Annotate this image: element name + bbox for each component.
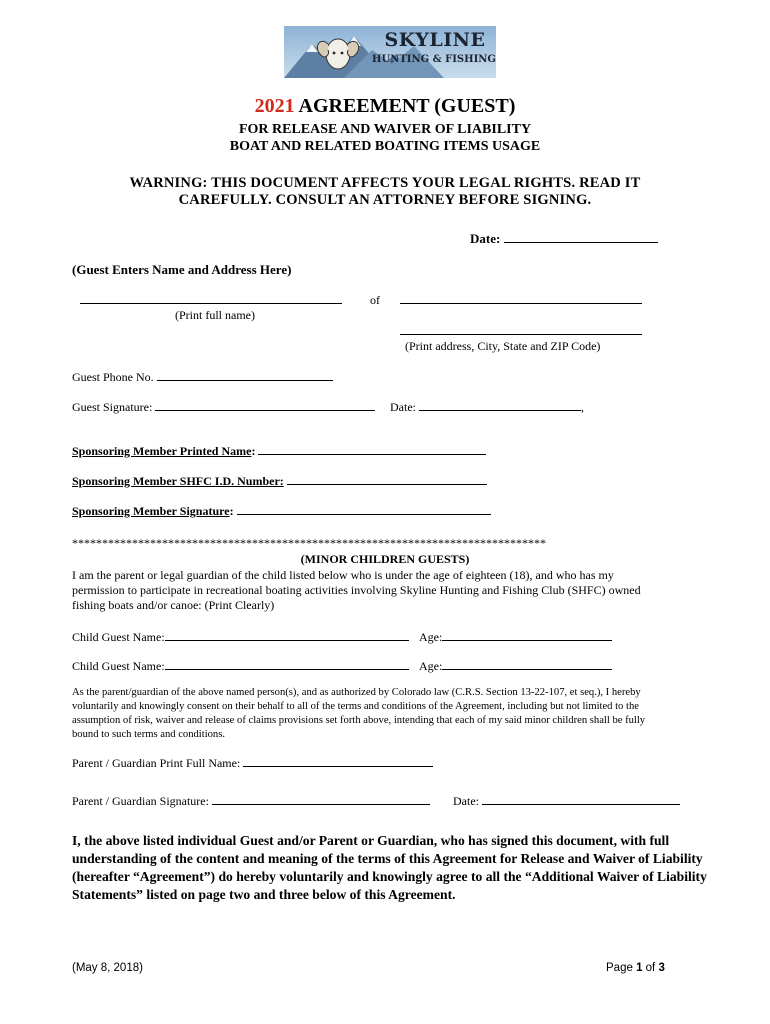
consent-line-4: bound to such terms and conditions. — [72, 729, 226, 740]
star-divider: ******************************************************************************* — [72, 536, 546, 550]
final-statement-line-1: I, the above listed individual Guest and/or Parent or Guardian, who has signed this document, with full — [72, 833, 670, 848]
child-guest-1-label: Child Guest Name: — [72, 630, 165, 644]
minor-header: (MINOR CHILDREN GUESTS) — [300, 552, 470, 566]
guest-signature-label: Guest Signature: — [72, 400, 153, 414]
subtitle-line-1: FOR RELEASE AND WAIVER OF LIABILITY — [238, 122, 532, 137]
parent-name-field — [72, 754, 433, 771]
consent-line-1: As the parent/guardian of the above named person(s), and as authorized by Colorado law (C.R.S. Section 13-22-107, et seq.), I hereby — [72, 687, 641, 698]
guest-date-line[interactable] — [419, 398, 581, 411]
guest-date-field — [390, 398, 584, 415]
final-statement-line-2: understanding of the content and meaning of the terms of this Agreement for Release and Waiver of Liability — [72, 851, 703, 866]
child-age-2-label: Age: — [419, 659, 443, 673]
child-guest-2-label: Child Guest Name: — [72, 659, 165, 673]
parent-date-line[interactable] — [482, 792, 680, 805]
parent-date-field — [453, 792, 680, 809]
sponsor-signature-line[interactable] — [237, 502, 491, 515]
guest-signature-line[interactable] — [155, 398, 375, 411]
parent-date-label: Date: — [453, 794, 479, 808]
guest-phone-label: Guest Phone No. — [72, 370, 154, 384]
title-year: 2021 — [254, 95, 295, 117]
child-guest-2-line[interactable] — [165, 657, 409, 670]
title-text: AGREEMENT (GUEST) — [294, 95, 516, 117]
sponsor-name-line[interactable] — [258, 442, 486, 455]
parent-signature-label: Parent / Guardian Signature: — [72, 794, 209, 808]
final-statement-line-4: Statements” listed on page two and three below of this Agreement. — [72, 887, 456, 902]
guest-header: (Guest Enters Name and Address Here) — [72, 262, 292, 277]
guest-date-label: Date: — [390, 400, 416, 414]
consent-line-3: assumption of risk, waiver and release of claims provisions set forth above, intending that each of my said minor children shall be fully — [72, 715, 646, 726]
sponsor-signature-field — [72, 502, 491, 519]
sponsor-id-field — [72, 472, 487, 489]
sponsor-signature-label: Sponsoring Member Signature — [72, 504, 230, 518]
guest-signature-field — [72, 398, 375, 415]
final-statement-line-3: (hereafter “Agreement”) do hereby voluntarily and knowingly agree to all the “Additional Waiver of Liability — [72, 869, 707, 884]
minor-text-line-1: I am the parent or legal guardian of the child listed below who is under the age of eighteen (18), and who has my — [72, 568, 614, 582]
date-input-line[interactable] — [504, 230, 658, 243]
skyline-logo — [284, 26, 496, 78]
parent-name-label: Parent / Guardian Print Full Name: — [72, 756, 241, 770]
child-guest-2-field — [72, 657, 409, 674]
guest-name-line[interactable] — [80, 293, 342, 304]
sponsor-name-colon: : — [251, 444, 256, 458]
print-name-label: (Print full name) — [175, 308, 255, 322]
logo-title: SKYLINE — [384, 29, 486, 51]
child-guest-1-field — [72, 628, 409, 645]
child-age-1-label: Age: — [419, 630, 443, 644]
footer-page-prefix: Page — [606, 962, 637, 974]
document-title — [0, 95, 770, 118]
warning-line-1: WARNING: THIS DOCUMENT AFFECTS YOUR LEGAL RIGHTS. READ IT — [129, 175, 641, 191]
of-label: of — [370, 293, 380, 307]
parent-signature-line[interactable] — [212, 792, 430, 805]
sponsor-signature-colon: : — [229, 504, 234, 518]
footer-page-of: of — [642, 962, 659, 974]
footer-date: (May 8, 2018) — [72, 962, 143, 974]
sponsor-name-label: Sponsoring Member Printed Name — [72, 444, 252, 458]
warning-line-2: CAREFULLY. CONSULT AN ATTORNEY BEFORE SIGNING. — [178, 192, 592, 208]
sponsor-id-label: Sponsoring Member SHFC I.D. Number: — [72, 474, 284, 488]
logo-subtitle: HUNTING & FISHING — [372, 54, 496, 65]
minor-text-line-3: fishing boats and/or canoe: (Print Clearly) — [72, 598, 275, 612]
guest-date-comma: , — [581, 400, 584, 414]
guest-phone-line[interactable] — [157, 368, 333, 381]
guest-address-line-1[interactable] — [400, 293, 642, 304]
parent-name-line[interactable] — [243, 754, 433, 767]
guest-phone-field — [72, 368, 333, 385]
print-address-label: (Print address, City, State and ZIP Code) — [405, 339, 601, 353]
footer-page-number — [606, 962, 665, 974]
sponsor-name-field — [72, 442, 486, 459]
child-age-1-line[interactable] — [442, 628, 612, 641]
guest-address-line-2[interactable] — [400, 324, 642, 335]
minor-text-line-2: permission to participate in recreational boating activities involving Skyline Hunting and Fishing Club (SHFC) owned — [72, 583, 641, 597]
child-age-1-field — [419, 628, 612, 645]
date-label: Date: — [470, 231, 501, 246]
child-guest-1-line[interactable] — [165, 628, 409, 641]
footer-page-current: 1 — [636, 962, 643, 974]
sponsor-id-line[interactable] — [287, 472, 487, 485]
child-age-2-line[interactable] — [442, 657, 612, 670]
consent-line-2: voluntarily and knowingly consent on their behalf to all of the terms and conditions of the Agreement, including but not limited to the — [72, 701, 639, 712]
child-age-2-field — [419, 657, 612, 674]
subtitle-line-2: BOAT AND RELATED BOATING ITEMS USAGE — [229, 139, 541, 154]
footer-page-total: 3 — [658, 962, 665, 974]
parent-signature-field — [72, 792, 430, 809]
date-field — [470, 230, 658, 247]
